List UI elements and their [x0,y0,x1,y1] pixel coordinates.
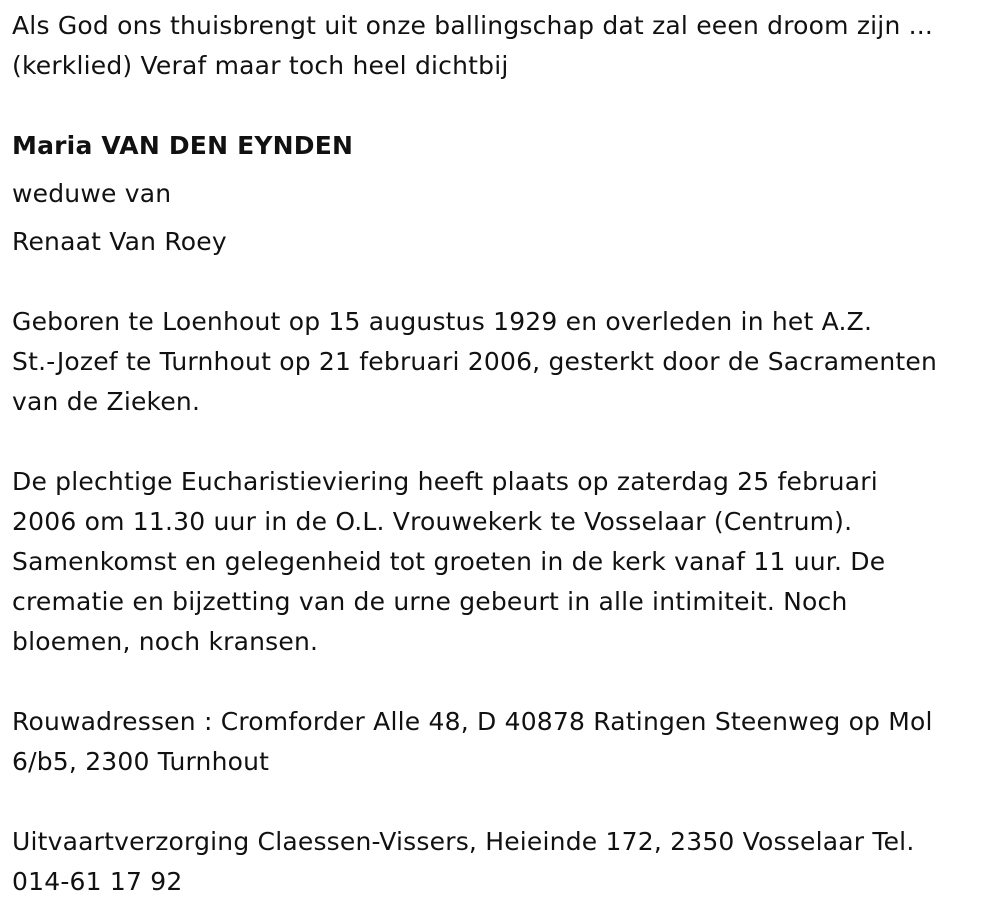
quote-line-1: Als God ons thuisbrengt uit onze ballingschap dat zal eeen droom zijn ... [12,11,934,40]
ceremony-line-4: crematie en bijzetting van de urne gebeurt in alle intimiteit. Noch [12,587,848,616]
relation-text: weduwe van [12,179,172,208]
ceremony-line-5: bloemen, noch kransen. [12,627,319,656]
ceremony-paragraph [12,462,996,662]
birth-death-line-1: Geboren te Loenhout op 15 augustus 1929 en overleden in het A.Z. [12,307,873,336]
spacer [12,262,996,302]
obituary-document [12,0,996,902]
quote-line-2: (kerklied) Veraf maar toch heel dichtbij [12,51,509,80]
birth-death-line-2: St.-Jozef te Turnhout op 21 februari 2006, gesterkt door de Sacramenten [12,347,938,376]
funeral-home-line-2: 014-61 17 92 [12,867,183,896]
ceremony-line-2: 2006 om 11.30 uur in de O.L. Vrouwekerk te Vosselaar (Centrum). [12,507,853,536]
addresses-line-2: 6/b5, 2300 Turnhout [12,747,270,776]
deceased-block [12,126,996,262]
addresses-line-1: Rouwadressen : Cromforder Alle 48, D 40878 Ratingen Steenweg op Mol [12,707,933,736]
spacer [12,782,996,822]
ceremony-line-1: De plechtige Eucharistieviering heeft plaats op zaterdag 25 februari [12,467,878,496]
spacer [12,422,996,462]
funeral-home-line-1: Uitvaartverzorging Claessen-Vissers, Heieinde 172, 2350 Vosselaar Tel. [12,827,915,856]
quote-paragraph [12,6,996,86]
birth-death-line-3: van de Zieken. [12,387,201,416]
addresses-paragraph [12,702,996,782]
funeral-home-paragraph [12,822,996,902]
spacer [12,86,996,126]
deceased-name: Maria VAN DEN EYNDEN [12,131,354,160]
spouse-name: Renaat Van Roey [12,227,227,256]
ceremony-line-3: Samenkomst en gelegenheid tot groeten in de kerk vanaf 11 uur. De [12,547,886,576]
birth-death-paragraph [12,302,996,422]
spacer [12,662,996,702]
